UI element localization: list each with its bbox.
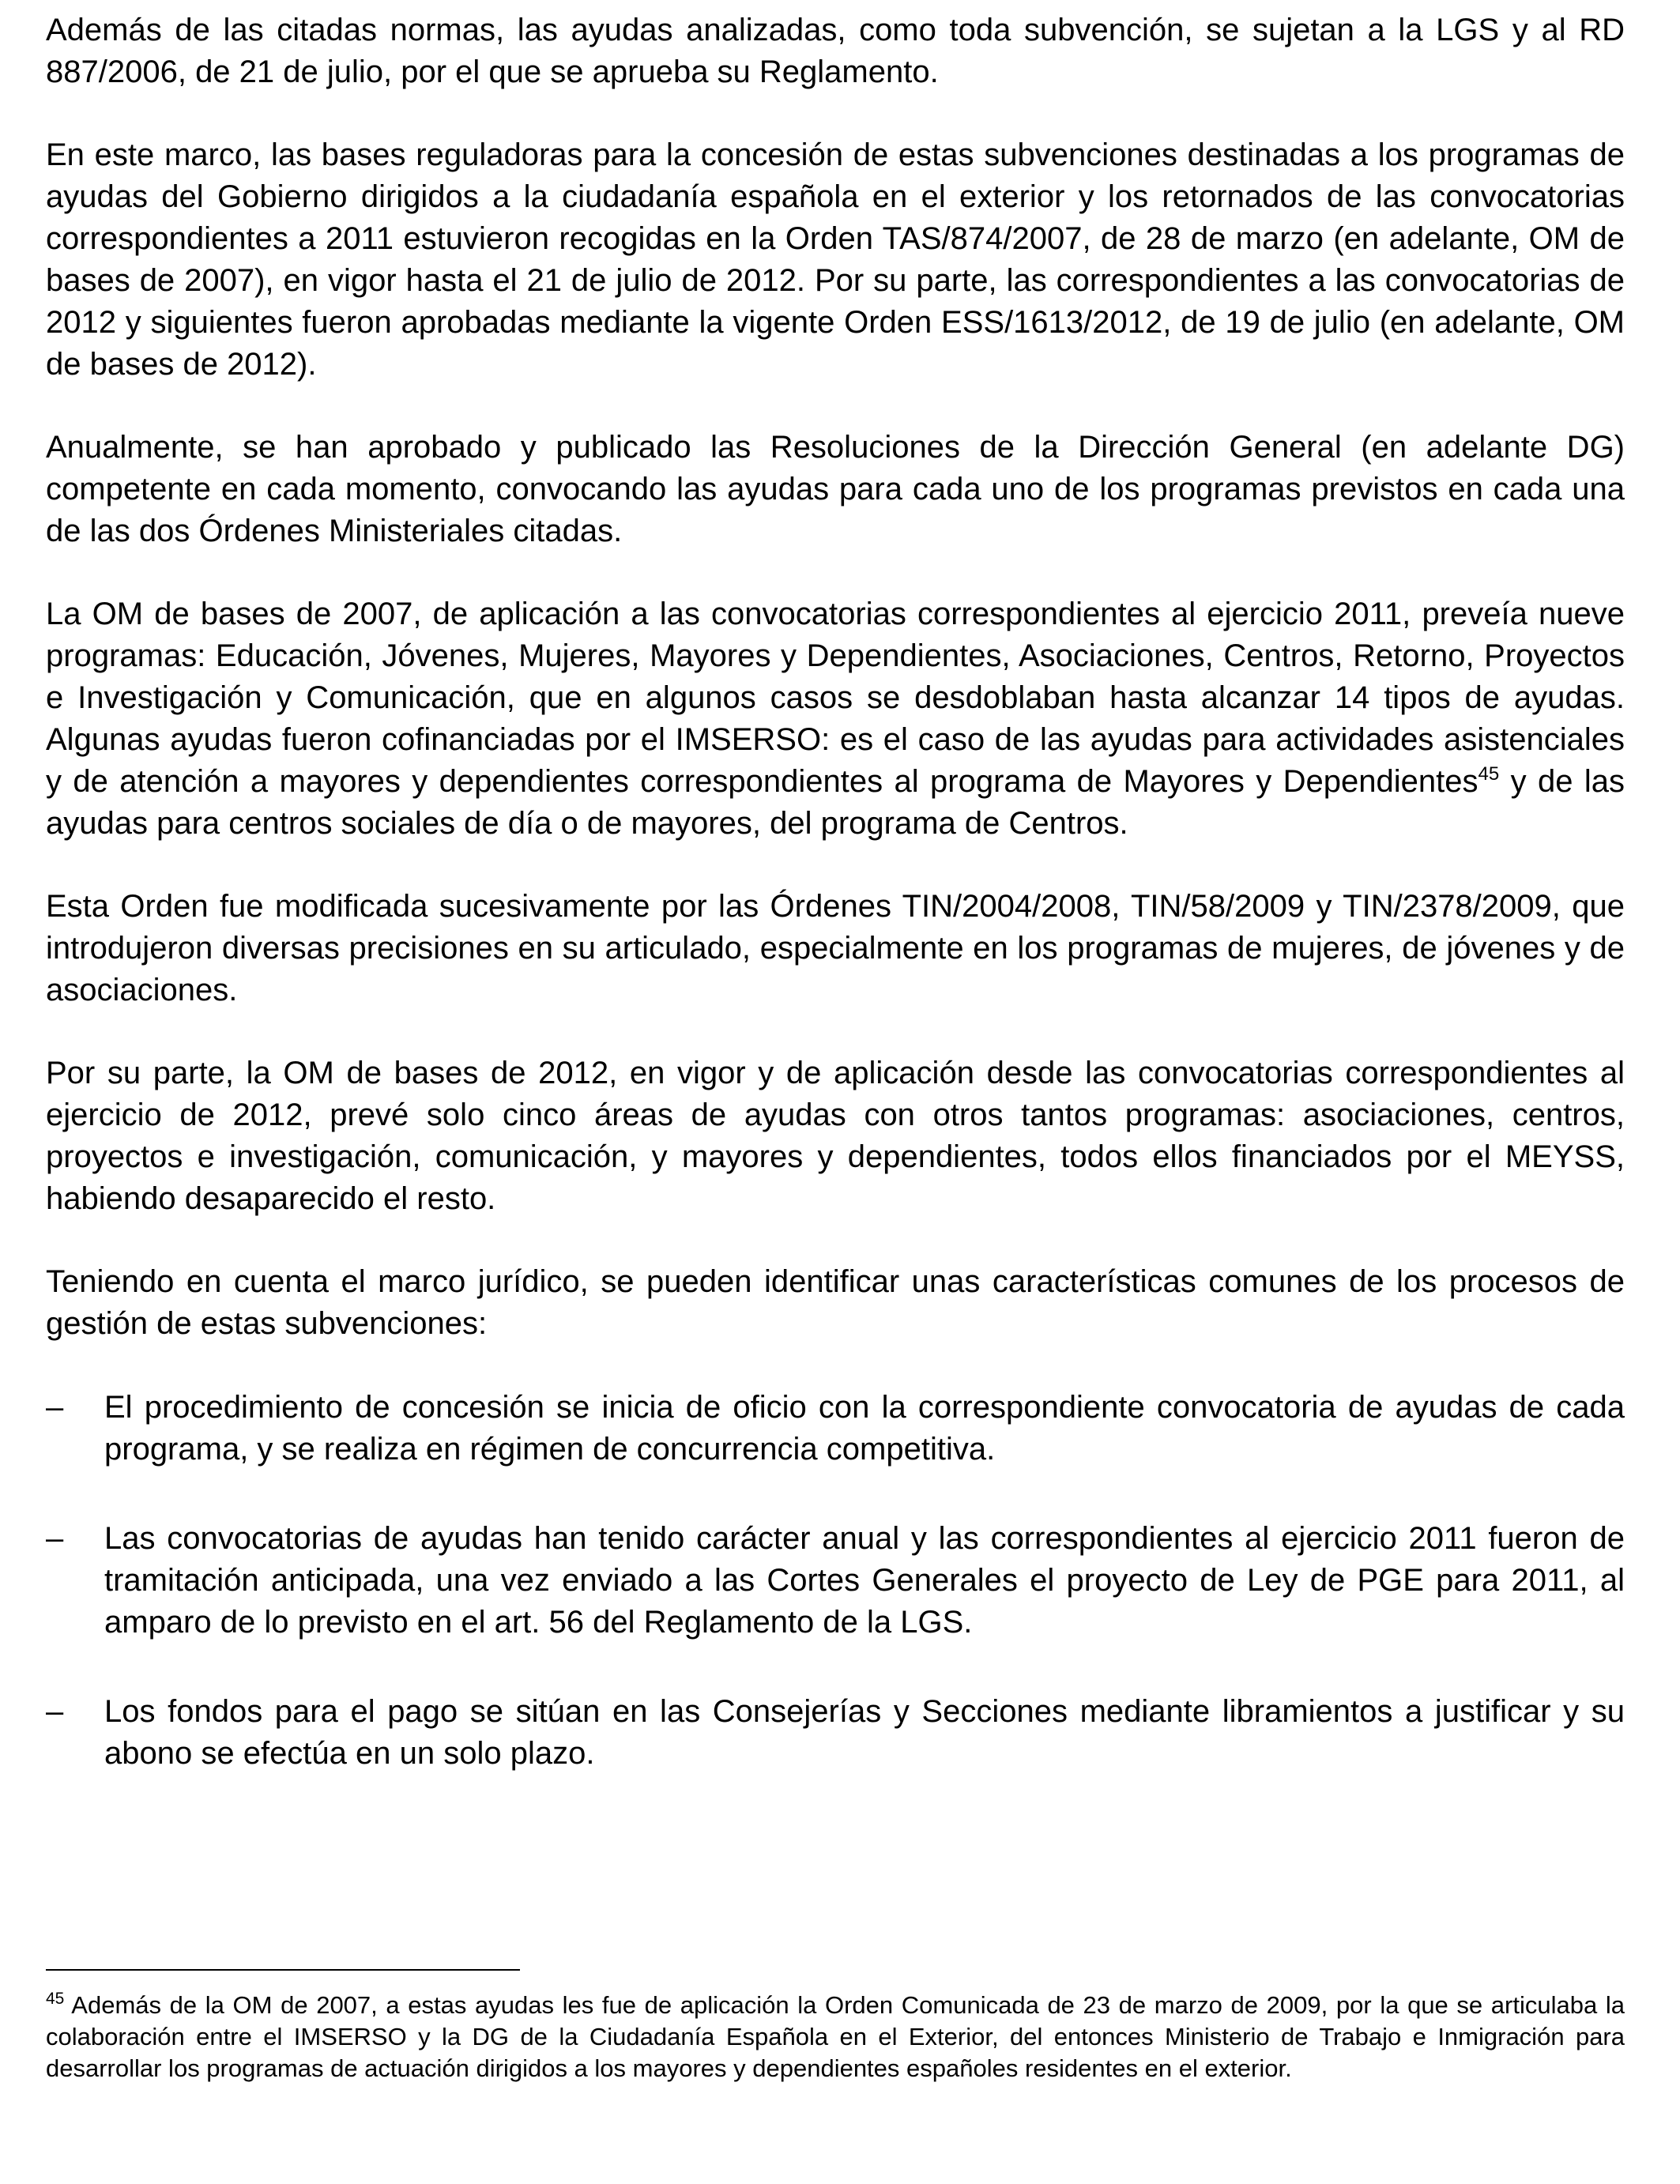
document-body: [46, 9, 1625, 1822]
dash-bullet-icon: –: [46, 1521, 64, 1556]
paragraph-om-2007-text-end: y de las ayudas para centros sociales de día o de mayores, del programa de Centros.: [46, 764, 1625, 841]
paragraph-legal-framework: Además de las citadas normas, las ayudas analizadas, como toda subvención, se sujetan a la LGS y al RD 887/2006, de 21 de julio, por el que se aprueba su Reglamento.: [46, 13, 1625, 89]
dash-bullet-icon: –: [46, 1390, 64, 1425]
paragraph-om-2007-text: La OM de bases de 2007, de aplicación a las convocatorias correspondientes al ejercicio 2011, preveía nueve programas: Educación, Jóvenes, Mujeres, Mayores y Dependientes, Asociaciones, Centros, Retorno, Proyectos e Investigación y Comunicación, que en algunos casos se desdoblaban hasta alcanzar 14 tipos de ayudas. Algunas ayudas fueron cofinanciadas por el IMSERSO: es el caso de las ayudas para actividades asistenciales y de atención a mayores y dependientes correspondientes al programa de Mayores y Dependientes: [46, 597, 1625, 799]
paragraph-common-characteristics: Teniendo en cuenta el marco jurídico, se pueden identificar unas características comunes de los procesos de gestión de estas subvenciones:: [46, 1264, 1625, 1341]
paragraph-om-2012-programs: Por su parte, la OM de bases de 2012, en vigor y de aplicación desde las convocatorias correspondientes al ejercicio de 2012, prevé solo cinco áreas de ayudas con otros tantos programas: asociaciones, centros, proyectos e investigación, comunicación, y mayores y dependientes, todos ellos financiados por el MEYSS, habiendo desaparecido el resto.: [46, 1056, 1625, 1216]
list-item: [46, 1387, 1625, 1470]
paragraph-order-modifications: Esta Orden fue modificada sucesivamente por las Órdenes TIN/2004/2008, TIN/58/2009 y TIN/2378/2009, que introdujeron diversas precisiones en su articulado, especialmente en los programas de mujeres, de jóvenes y de asociaciones.: [46, 889, 1625, 1007]
footnote-separator: [46, 1969, 520, 1971]
list-item-text: Las convocatorias de ayudas han tenido carácter anual y las correspondientes al ejercicio 2011 fueron de tramitación anticipada, una vez enviado a las Cortes Generales el proyecto de Ley de PGE para 2011, al amparo de lo previsto en el art. 56 del Reglamento de la LGS.: [104, 1521, 1625, 1640]
paragraph-regulatory-bases: En este marco, las bases reguladoras para la concesión de estas subvenciones destinadas a los programas de ayudas del Gobierno dirigidos a la ciudadanía española en el exterior y los retornados de las convocatorias correspondientes a 2011 estuvieron recogidas en la Orden TAS/874/2007, de 28 de marzo (en adelante, OM de bases de 2007), en vigor hasta el 21 de julio de 2012. Por su parte, las correspondientes a las convocatorias de 2012 y siguientes fueron aprobadas mediante la vigente Orden ESS/1613/2012, de 19 de julio (en adelante, OM de bases de 2012).: [46, 137, 1625, 382]
paragraph-om-2007-programs: [46, 593, 1625, 845]
paragraph-annual-resolutions: Anualmente, se han aprobado y publicado las Resoluciones de la Dirección General (en adelante DG) competente en cada momento, convocando las ayudas para cada uno de los programas previstos en cada una de las dos Órdenes Ministeriales citadas.: [46, 430, 1625, 548]
dash-bullet-icon: –: [46, 1694, 64, 1729]
list-item: [46, 1691, 1625, 1775]
list-item-text: El procedimiento de concesión se inicia de oficio con la correspondiente convocatoria de ayudas de cada programa, y se realiza en régimen de concurrencia competitiva.: [104, 1390, 1625, 1467]
footnote-reference[interactable]: 45: [1478, 763, 1500, 785]
footnote-number: 45: [46, 1990, 65, 2008]
characteristics-list: [46, 1387, 1625, 1775]
list-item: [46, 1518, 1625, 1644]
footnote-text: Además de la OM de 2007, a estas ayudas les fue de aplicación la Orden Comunicada de 23 de marzo de 2009, por la que se articulaba la colaboración entre el IMSERSO y la DG de la Ciudadanía Española en el Exterior, del entonces Ministerio de Trabajo e Inmigración para desarrollar los programas de actuación dirigidos a los mayores y dependientes españoles residentes en el exterior.: [46, 1991, 1625, 2082]
list-item-text: Los fondos para el pago se sitúan en las Consejerías y Secciones mediante libramientos a justificar y su abono se efectúa en un solo plazo.: [104, 1694, 1625, 1771]
footnote: [46, 1990, 1625, 2084]
